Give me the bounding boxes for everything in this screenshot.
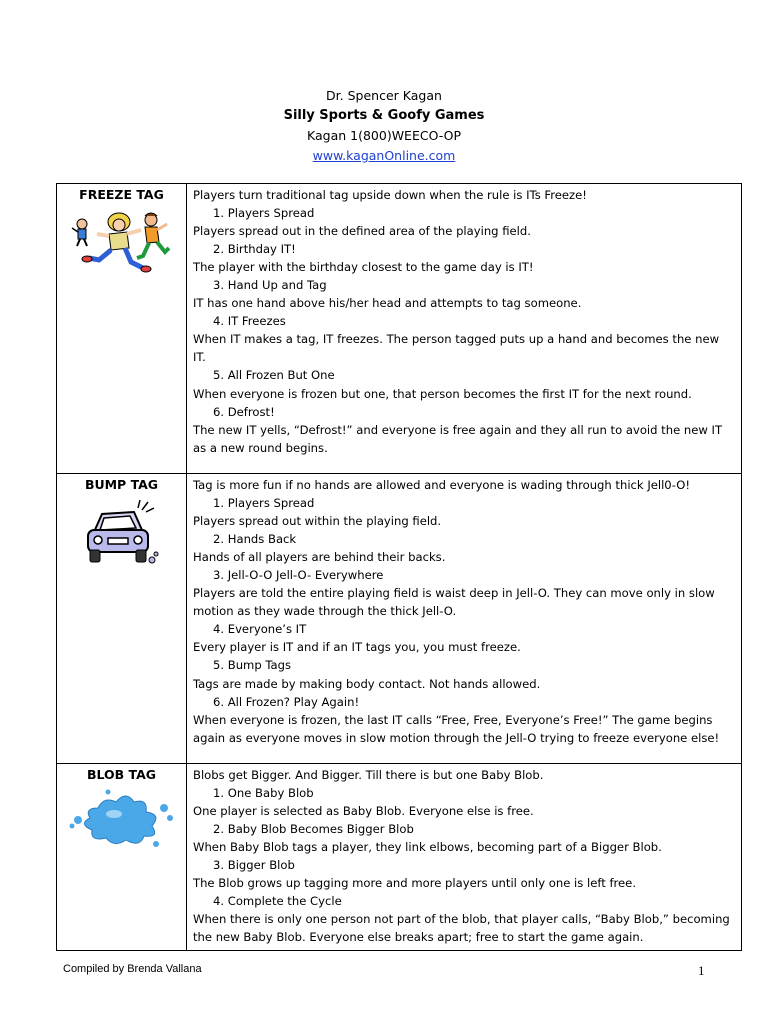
game-row-blob-tag [57, 764, 742, 951]
step-heading: 6. Defrost! [213, 404, 275, 419]
page-number: 1 [698, 963, 705, 978]
description-line: Players are told the entire playing field is waist deep in Jell-O. They can move only in slow motion as they wade through the thick Jell-O. [193, 586, 715, 619]
step-heading: 4. IT Freezes [213, 314, 286, 329]
description-line: Tag is more fun if no hands are allowed and everyone is wading through thick Jell0-O! [193, 478, 690, 492]
games-table [56, 183, 742, 951]
description-line: The player with the birthday closest to the game day is IT! [193, 260, 534, 275]
step-heading: 5. Bump Tags [213, 658, 292, 673]
game-name-cell [57, 764, 187, 951]
step-heading: 1. Players Spread [213, 496, 315, 511]
description-line: When everyone is frozen, the last IT calls “Free, Free, Everyone’s Free!” The game begins again as everyone moves in slow motion through the Jell-O trying to freeze everyone else! [193, 712, 720, 745]
description-line: When there is only one person not part of the blob, that player calls, “Baby Blob,” becoming the new Baby Blob. Everyone else breaks apart; free to start the game again. [193, 912, 730, 945]
game-name: BUMP TAG [84, 477, 159, 492]
document-title: Silly Sports & Goofy Games [283, 108, 485, 123]
description-line: Players spread out in the defined area of the playing field. [193, 224, 531, 239]
description-line: Hands of all players are behind their backs. [193, 550, 446, 565]
description-line: The Blob grows up tagging more and more players until only one is left free. [193, 876, 637, 891]
step-heading: 2. Baby Blob Becomes Bigger Blob [213, 822, 414, 837]
game-name: BLOB TAG [86, 767, 157, 782]
description-line: One player is selected as Baby Blob. Everyone else is free. [193, 804, 534, 819]
game-name: FREEZE TAG [79, 187, 164, 202]
step-heading: 4. Everyone’s IT [213, 622, 307, 637]
game-description [187, 764, 742, 951]
website-link[interactable]: www.kaganOnline.com [312, 148, 456, 163]
description-line: Every player is IT and if an IT tags you, you must freeze. [193, 640, 521, 655]
phone-line: Kagan 1(800)WEECO-OP [307, 128, 461, 143]
step-heading: 1. One Baby Blob [213, 786, 314, 801]
step-heading: 6. All Frozen? Play Again! [213, 694, 360, 709]
game-row-freeze-tag [57, 184, 742, 474]
step-heading: 2. Hands Back [213, 532, 297, 547]
game-description [187, 184, 742, 474]
description-line: Players spread out within the playing field. [193, 514, 442, 529]
step-heading: 4. Complete the Cycle [213, 894, 342, 909]
game-name-cell [57, 474, 187, 764]
game-row-bump-tag [57, 474, 742, 764]
description-line: The new IT yells, “Defrost!” and everyone is free again and they all run to avoid the new IT as a new round begins. [193, 422, 723, 455]
bumper-car-icon [82, 498, 162, 570]
step-heading: 3. Bigger Blob [213, 858, 295, 873]
description-line: When IT makes a tag, IT freezes. The person tagged puts up a hand and becomes the new IT. [193, 332, 720, 365]
step-heading: 3. Jell-O-O Jell-O- Everywhere [213, 568, 384, 583]
document-header [0, 86, 768, 166]
description-line: Blobs get Bigger. And Bigger. Till there is but one Baby Blob. [193, 768, 544, 782]
running-kids-icon [69, 208, 175, 274]
game-description [187, 474, 742, 764]
step-heading: 1. Players Spread [213, 206, 315, 221]
step-heading: 5. All Frozen But One [213, 368, 335, 383]
description-line: When everyone is frozen but one, that person becomes the first IT for the next round. [193, 386, 692, 401]
compiled-by: Compiled by Brenda Vallana [63, 963, 202, 975]
description-line: When Baby Blob tags a player, they link elbows, becoming part of a Bigger Blob. [193, 840, 662, 855]
step-heading: 3. Hand Up and Tag [213, 278, 327, 293]
description-line: IT has one hand above his/her head and attempts to tag someone. [193, 296, 582, 311]
description-line: Players turn traditional tag upside down when the rule is ITs Freeze! [193, 188, 587, 202]
splash-blob-icon [68, 788, 176, 850]
author-name: Dr. Spencer Kagan [326, 88, 442, 103]
game-name-cell [57, 184, 187, 474]
description-line: Tags are made by making body contact. Not hands allowed. [193, 676, 541, 691]
step-heading: 2. Birthday IT! [213, 242, 296, 257]
